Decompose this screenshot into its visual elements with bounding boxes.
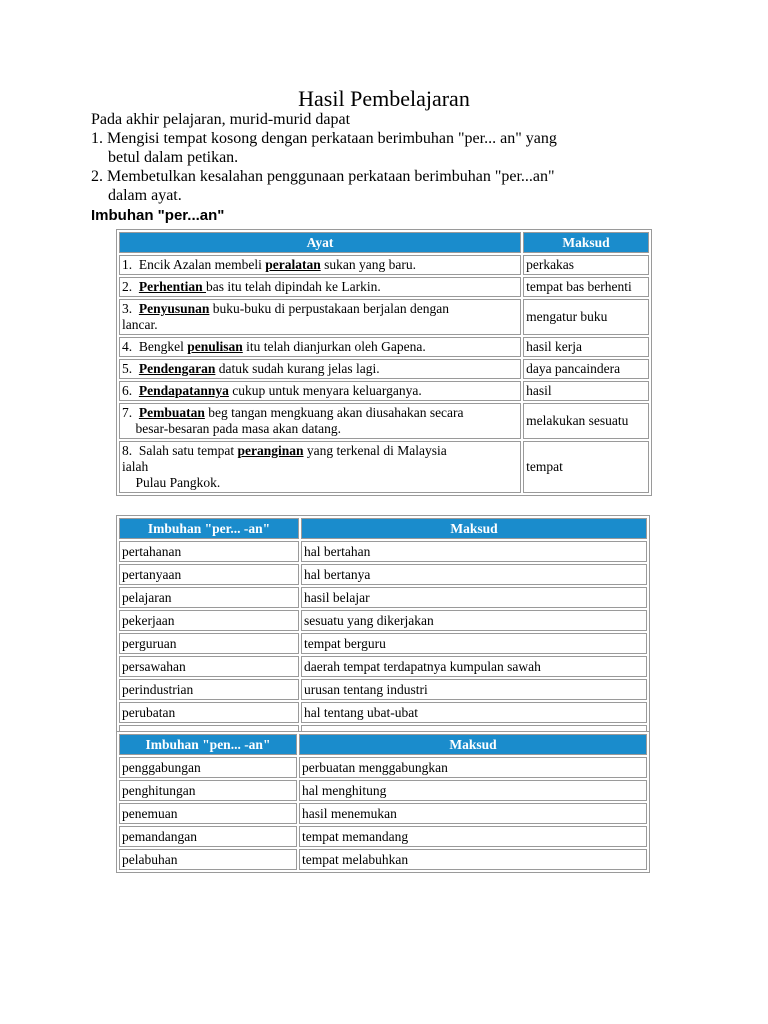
table-row <box>119 610 647 631</box>
header-ayat: Ayat <box>119 232 521 253</box>
keyword: Pendapatannya <box>138 383 229 398</box>
table-row <box>119 679 647 700</box>
sentence-cell: 2. Perhentian bas itu telah dipindah ke Larkin. <box>119 277 521 297</box>
table-row <box>119 633 647 654</box>
word-cell: perubatan <box>119 702 299 723</box>
table-row <box>119 381 649 401</box>
header-imbuhan: Imbuhan "per... -an" <box>119 518 299 539</box>
word-cell: penghitungan <box>119 780 297 801</box>
meaning-cell: hal tentang ubat-ubat <box>301 702 647 723</box>
meaning-cell: daerah tempat terdapatnya kumpulan sawah <box>301 656 647 677</box>
page-title: Hasil Pembelajaran <box>298 86 470 111</box>
meaning-cell: hal bertanya <box>301 564 647 585</box>
meaning-cell: hasil belajar <box>301 587 647 608</box>
table-row <box>119 403 649 439</box>
table-row <box>119 849 647 870</box>
table-row <box>119 656 647 677</box>
meaning-cell: perbuatan menggabungkan <box>299 757 647 778</box>
sentence-cell: 3. Penyusunan buku-buku di perpustakaan berjalan dengan lancar. <box>119 299 521 335</box>
word-cell: pelajaran <box>119 587 299 608</box>
table-row <box>119 826 647 847</box>
meaning-cell: perkakas <box>523 255 649 275</box>
meaning-cell: tempat memandang <box>299 826 647 847</box>
word-cell: persawahan <box>119 656 299 677</box>
keyword: penulisan <box>187 339 243 354</box>
sentence-cell: 5. Pendengaran datuk sudah kurang jelas lagi. <box>119 359 521 379</box>
keyword: Perhentian <box>138 279 206 294</box>
meaning-cell: tempat berguru <box>301 633 647 654</box>
keyword: Penyusunan <box>138 301 210 316</box>
meaning-cell: tempat bas berhenti <box>523 277 649 297</box>
header-maksud: Maksud <box>299 734 647 755</box>
table-row <box>119 337 649 357</box>
table-header-row <box>119 232 649 253</box>
header-imbuhan: Imbuhan "pen... -an" <box>119 734 297 755</box>
outcome-1-line-2: betul dalam petikan. <box>108 149 239 166</box>
meaning-cell: sesuatu yang dikerjakan <box>301 610 647 631</box>
table-row <box>119 299 649 335</box>
meaning-cell: hasil <box>523 381 649 401</box>
word-cell: perguruan <box>119 633 299 654</box>
meaning-cell: urusan tentang industri <box>301 679 647 700</box>
table-row <box>119 277 649 297</box>
meaning-cell: hal bertahan <box>301 541 647 562</box>
word-cell: perindustrian <box>119 679 299 700</box>
table-row <box>119 587 647 608</box>
sentence-cell: 8. Salah satu tempat peranginan yang terkenal di Malaysia ialah Pulau Pangkok. <box>119 441 521 493</box>
keyword: Pembuatan <box>138 405 205 420</box>
intro-lead: Pada akhir pelajaran, murid-murid dapat <box>91 111 351 128</box>
meaning-cell: tempat <box>523 441 649 493</box>
meaning-cell: hasil kerja <box>523 337 649 357</box>
meaning-cell: tempat melabuhkan <box>299 849 647 870</box>
table-row <box>119 441 649 493</box>
sentence-cell: 1. Encik Azalan membeli peralatan sukan yang baru. <box>119 255 521 275</box>
table-row <box>119 780 647 801</box>
word-cell: pertanyaan <box>119 564 299 585</box>
section-heading: Imbuhan "per...an" <box>91 207 225 224</box>
outcome-1-line-1: 1. Mengisi tempat kosong dengan perkataan berimbuhan "per... an" yang <box>91 130 557 147</box>
keyword: peralatan <box>265 257 321 272</box>
word-cell: pemandangan <box>119 826 297 847</box>
table-row <box>119 702 647 723</box>
outcome-2-line-1: 2. Membetulkan kesalahan penggunaan perkataan berimbuhan "per...an" <box>91 168 555 185</box>
header-maksud: Maksud <box>523 232 649 253</box>
table-row <box>119 564 647 585</box>
keyword: peranginan <box>237 443 304 458</box>
meaning-cell: daya pancaindera <box>523 359 649 379</box>
word-cell: pertahanan <box>119 541 299 562</box>
table-row <box>119 255 649 275</box>
table-row <box>119 541 647 562</box>
header-maksud: Maksud <box>301 518 647 539</box>
word-cell: pekerjaan <box>119 610 299 631</box>
word-cell: penemuan <box>119 803 297 824</box>
outcome-2-line-2: dalam ayat. <box>108 187 182 204</box>
keyword: Pendengaran <box>138 361 216 376</box>
table-row <box>119 803 647 824</box>
meaning-cell: melakukan sesuatu <box>523 403 649 439</box>
table-row <box>119 359 649 379</box>
word-cell: penggabungan <box>119 757 297 778</box>
sentence-cell: 7. Pembuatan beg tangan mengkuang akan diusahakan secara besar-besaran pada masa akan datang. <box>119 403 521 439</box>
meaning-cell: hasil menemukan <box>299 803 647 824</box>
learning-outcomes <box>91 110 691 205</box>
table-row <box>119 757 647 778</box>
meaning-cell: hal menghitung <box>299 780 647 801</box>
meaning-cell: mengatur buku <box>523 299 649 335</box>
word-cell: pelabuhan <box>119 849 297 870</box>
pen-an-table <box>116 731 650 873</box>
table-header-row <box>119 518 647 539</box>
per-an-table <box>116 515 650 748</box>
sentence-cell: 6. Pendapatannya cukup untuk menyara keluarganya. <box>119 381 521 401</box>
table-header-row <box>119 734 647 755</box>
sentence-table <box>116 229 652 496</box>
sentence-cell: 4. Bengkel penulisan itu telah dianjurkan oleh Gapena. <box>119 337 521 357</box>
